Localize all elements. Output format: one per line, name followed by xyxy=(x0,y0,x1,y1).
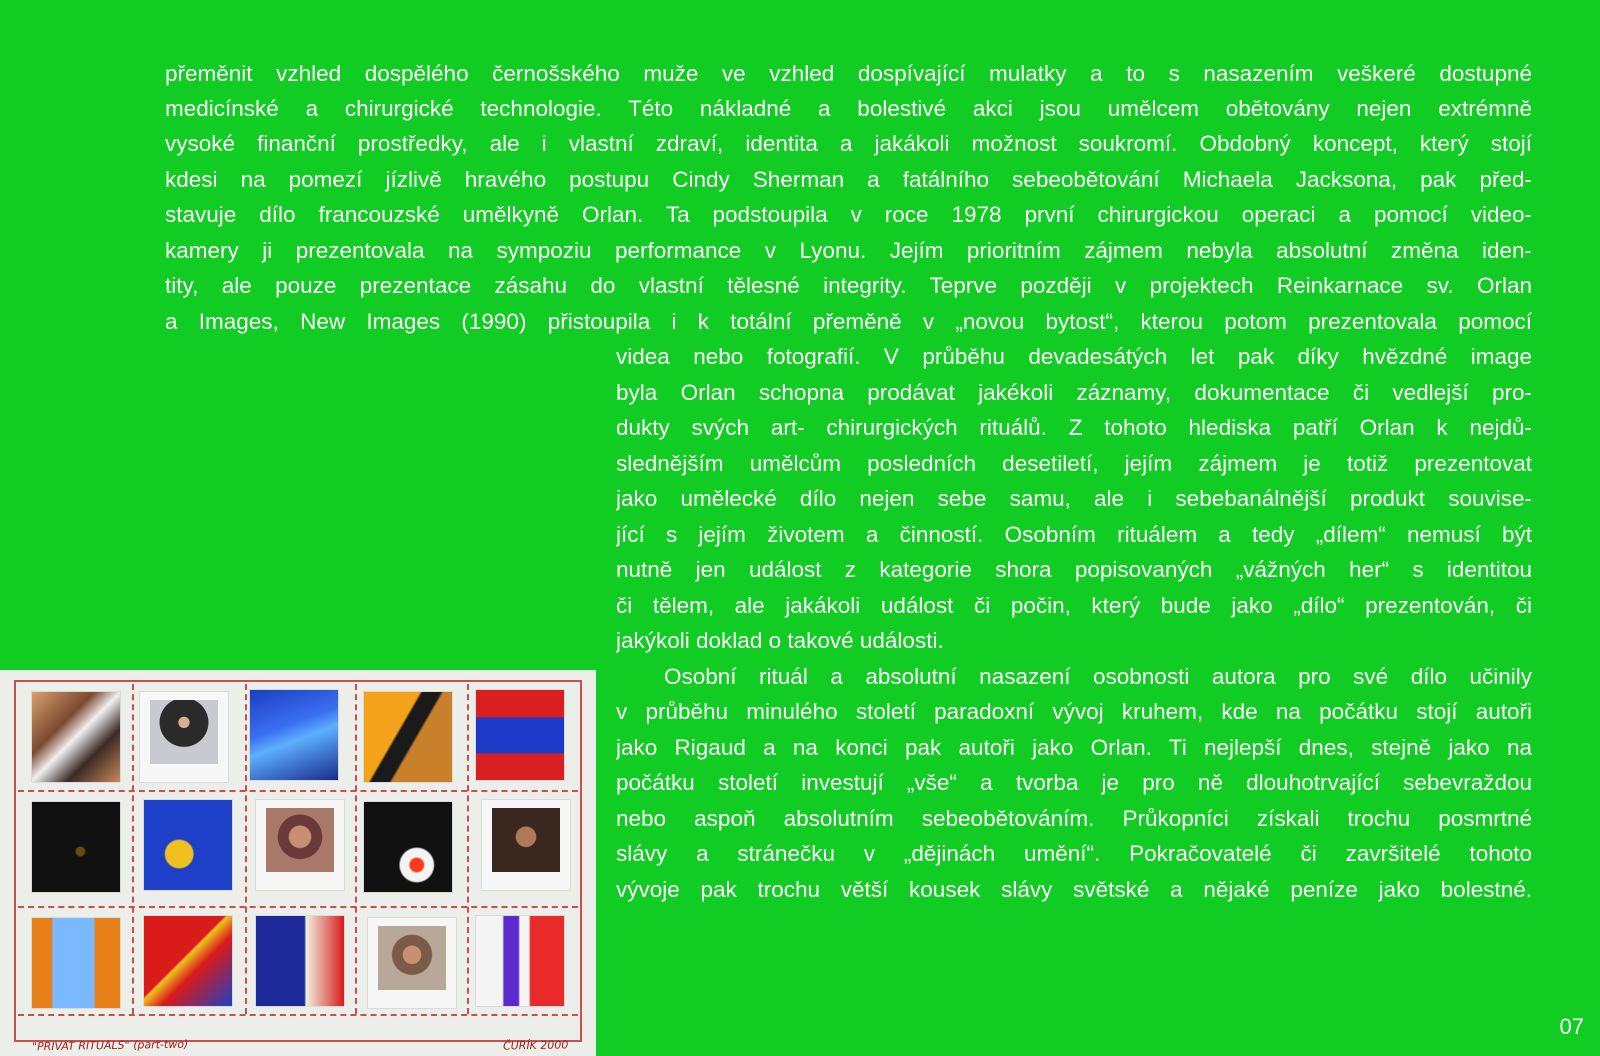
grid-line xyxy=(18,906,578,908)
text-line: dukty svých art- chirurgických rituálů. Z tohoto hlediska patří Orlan k nejdů- xyxy=(616,415,1532,440)
text-line: přeměnit vzhled dospělého černošského muže ve vzhled dospívající mulatky a to s nasazením veškeré dostupné xyxy=(165,61,1532,86)
text-line: kdesi na pomezí jízlivě hravého postupu Cindy Sherman a fatálního sebeobětování Michaela Jacksona, pak před- xyxy=(165,167,1532,192)
text-line: Osobní rituál a absolutní nasazení osobnosti autora pro své dílo učinily xyxy=(664,664,1532,689)
text-line: nebo aspoň absolutním sebeobětováním. Průkopníci získali trochu posmrtné xyxy=(616,806,1532,831)
artwork-caption-title: "PRIVAT RITUALS" (part-two) xyxy=(31,1037,189,1054)
grid-line xyxy=(132,684,134,1014)
artwork-photo xyxy=(0,670,596,1056)
artwork-tile xyxy=(144,916,232,1006)
artwork-tile xyxy=(144,800,232,890)
artwork-polaroid xyxy=(482,800,570,890)
artwork-tile xyxy=(32,802,120,892)
grid-line xyxy=(18,1014,578,1016)
text-line: slávy a stránečku v „dějinách umění“. Pokračovatelé či završitelé tohoto xyxy=(616,841,1532,866)
text-line: medicínské a chirurgické technologie. Této nákladné a bolestivé akci jsou umělcem obětovány nejen extrémně xyxy=(165,96,1532,121)
artwork-tile xyxy=(32,692,120,782)
grid-line xyxy=(467,684,469,1014)
artwork-polaroid xyxy=(368,918,456,1008)
text-line: či tělem, ale jakákoli událost či počin, který bude jako „dílo“ prezentován, či xyxy=(616,593,1532,618)
artwork-tile xyxy=(476,916,564,1006)
artwork-tile xyxy=(364,692,452,782)
text-line: slednějším umělcům posledních desetiletí, jejím zájmem je totiž prezentovat xyxy=(616,451,1532,476)
artwork-polaroid xyxy=(140,692,228,782)
artwork-tile xyxy=(250,690,338,780)
text-line: vysoké finanční prostředky, ale i vlastní zdraví, identita a jakákoli možnost soukromí. Obdobný koncept, který stojí xyxy=(165,131,1532,156)
text-line: kamery ji prezentovala na sympoziu performance v Lyonu. Jejím prioritním zájmem nebyla absolutní změna iden- xyxy=(165,238,1532,263)
artwork-tile xyxy=(256,916,344,1006)
text-line: videa nebo fotografií. V průběhu devadesátých let pak díky hvězdné image xyxy=(616,344,1532,369)
artwork-tile xyxy=(476,690,564,780)
text-line: v průběhu minulého století paradoxní vývoj kruhem, kde na počátku stojí autoři xyxy=(616,699,1532,724)
text-line: byla Orlan schopna prodávat jakékoli záznamy, dokumentace či vedlejší pro- xyxy=(616,380,1532,405)
artwork-polaroid xyxy=(256,800,344,890)
text-line: počátku století investují „vše“ a tvorba je pro ně dlouhotrvající sebevraždou xyxy=(616,770,1532,795)
text-line: jakýkoli doklad o takové události. xyxy=(616,628,944,653)
grid-line xyxy=(245,684,247,1014)
text-line: jako umělecké dílo nejen sebe samu, ale i sebebanálnější produkt souvise- xyxy=(616,486,1532,511)
text-line: a Images, New Images (1990) přistoupila i k totální přeměně v „novou bytost“, kterou potom prezentovala pomocí xyxy=(165,309,1532,334)
page-number: 07 xyxy=(1559,1014,1584,1039)
grid-line xyxy=(18,790,578,792)
text-line: jící s jejím životem a činností. Osobním rituálem a tedy „dílem“ nemusí být xyxy=(616,522,1532,547)
text-line: stavuje dílo francouzské umělkyně Orlan. Ta podstoupila v roce 1978 první chirurgickou operaci a pomocí video- xyxy=(165,202,1532,227)
text-line: nutně jen událost z kategorie shora popisovaných „vážných her“ s identitou xyxy=(616,557,1532,582)
text-line: jako Rigaud a na konci pak autoři jako Orlan. Ti nejlepší dnes, stejně jako na xyxy=(616,735,1532,760)
text-line: vývoje pak trochu větší kousek slávy světské a nějaké peníze jako bolestné. xyxy=(616,877,1532,902)
text-line: tity, ale pouze prezentace zásahu do vlastní tělesné integrity. Teprve později v projektech Reinkarnace sv. Orlan xyxy=(165,273,1532,298)
artwork-caption-signature: ČURÍK 2000 xyxy=(502,1038,569,1053)
artwork-tile xyxy=(364,802,452,892)
grid-line xyxy=(355,684,357,1014)
artwork-tile xyxy=(32,918,120,1008)
